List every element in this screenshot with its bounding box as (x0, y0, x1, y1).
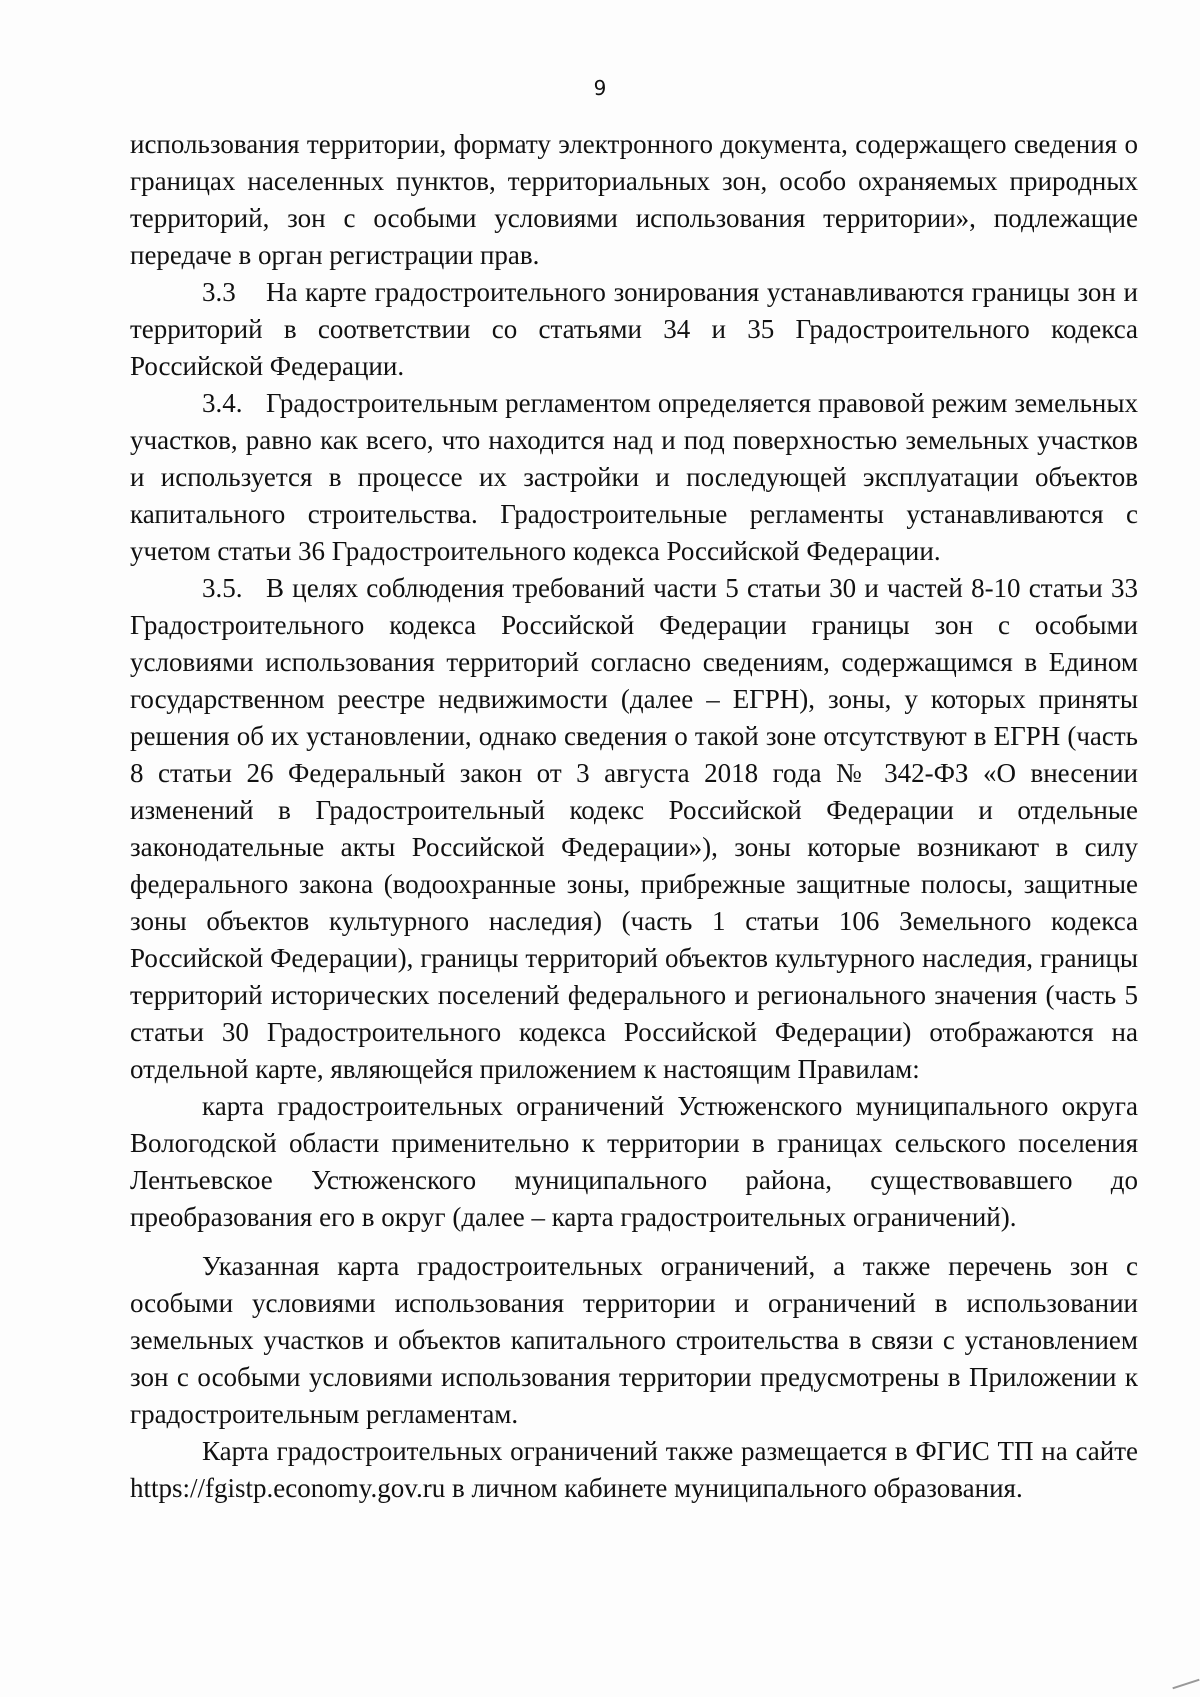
clause-number-3-5: 3.5. (202, 573, 243, 603)
paragraph-3-3 (130, 274, 1138, 385)
page-number: 9 (593, 76, 607, 100)
clause-text-3-5: В целях соблюдения требований части 5 статьи 30 и частей 8-10 статьи 33 Градостроительного кодекса Российской Федерации границы зон с особыми условиями использования территорий согласно сведениям, содержащимся в Едином государственном реестре недвижимости (далее – ЕГРН), зоны, у которых приняты решения об их установлении, однако сведения о такой зоне отсутствуют в ЕГРН (часть 8 статьи 26 Федеральный закон от 3 августа 2018 года № 342-ФЗ «О внесении изменений в Градостроительный кодекс Российской Федерации и отдельные законодательные акты Российской Федерации»), зоны которые возникают в силу федерального закона (водоохранные зоны, прибрежные защитные полосы, защитные зоны объектов культурного наследия) (часть 1 статьи 106 Земельного кодекса Российской Федерации), границы территорий объектов культурного наследия, границы территорий исторических поселений федерального и регионального значения (часть 5 статьи 30 Градостроительного кодекса Российской Федерации) отображаются на отдельной карте, являющейся приложением к настоящим Правилам: (130, 573, 1138, 1084)
clause-number-3-4: 3.4. (202, 388, 243, 418)
paragraph-restrictions-map: карта градостроительных ограничений Устюженского муниципального округа Вологодской области применительно к территории в границах сельского поселения Лентьевское Устюженского муниципального района, существовавшего до преобразования его в округ (далее – карта градостроительных ограничений). (130, 1091, 1138, 1232)
paragraph-3-4 (130, 385, 1138, 570)
paragraph-fgis-tp: Карта градостроительных ограничений также размещается в ФГИС ТП на сайте https://fgistp.economy.gov.ru в личном кабинете муниципального образования. (130, 1436, 1138, 1503)
paragraph-zones-list: Указанная карта градостроительных ограничений, а также перечень зон с особыми условиями использования территории и ограничений в использовании земельных участков и объектов капитального строительства в связи с установлением зон с особыми условиями использования территории предусмотрены в Приложении к градостроительным регламентам. (130, 1251, 1138, 1429)
clause-text-3-4: Градостроительным регламентом определяется правовой режим земельных участков, равно как всего, что находится над и под поверхностью земельных участков и используется в процессе их застройки и последующей эксплуатации объектов капитального строительства. Градостроительные регламенты устанавливаются с учетом статьи 36 Градостроительного кодекса Российской Федерации. (130, 388, 1138, 566)
paragraph-continuation: использования территории, формату электронного документа, содержащего сведения о границах населенных пунктов, территориальных зон, особо охраняемых природных территорий, зон с особыми условиями использования территории», подлежащие передаче в орган регистрации прав. (130, 129, 1138, 270)
paragraph-3-5 (130, 570, 1138, 1088)
clause-number-3-3: 3.3 (202, 277, 236, 307)
scan-corner-mark (1172, 1679, 1199, 1690)
document-body (130, 126, 1138, 1507)
clause-text-3-3: На карте градостроительного зонирования устанавливаются границы зон и территорий в соответствии со статьями 34 и 35 Градостроительного кодекса Российской Федерации. (130, 277, 1138, 381)
